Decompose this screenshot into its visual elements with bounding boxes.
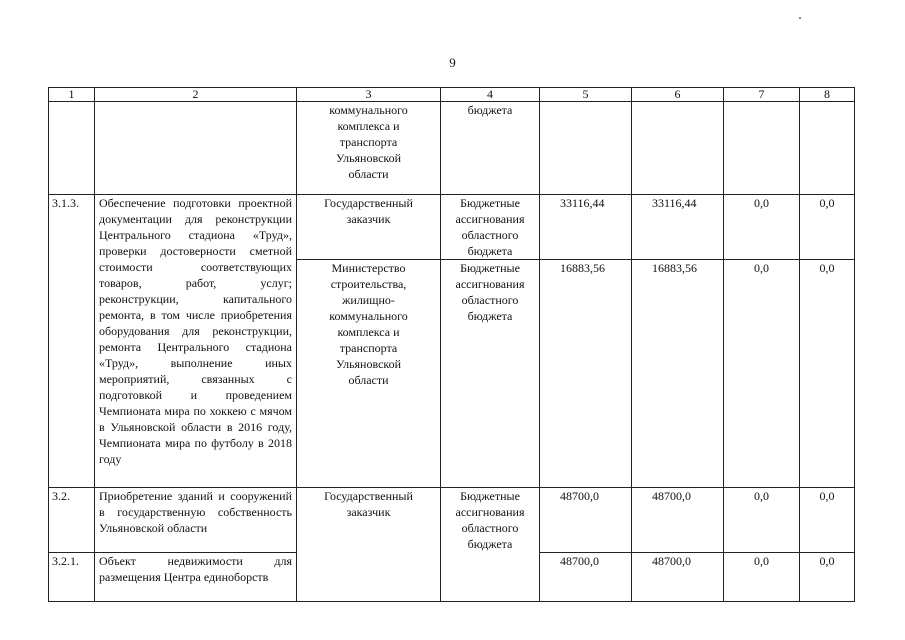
executor-text: Государственный заказчик: [324, 196, 413, 226]
description-text: Объект недвижимости для размещения Центра единоборств: [99, 554, 292, 584]
description-cell: [95, 102, 297, 195]
value-cell: 48700,0: [632, 488, 724, 553]
description-text: Обеспечение подготовки проектной документации для реконструкции Центрального стадиона «Труд», проверки достоверности сметной стоимости соответствующих товаров, работ, услуг; реконструкции, капитального ремонта, в том числе приобретения оборудования для реконструкции, ремонта Центрального стадиона «Труд», выполнение иных мероприятий, связанных с подготовкой и проведением Чемпионата мира по хоккею с мячом в Ульяновской области в 2016 году, Чемпионата мира по футболу в 2018 году: [99, 196, 292, 466]
value-cell: 0,0: [724, 195, 800, 260]
value-cell: 0,0: [800, 260, 855, 488]
value-cell: [632, 102, 724, 195]
table-row: [49, 488, 855, 553]
source-text: Бюджетные ассигнования областного бюджета: [455, 489, 525, 551]
column-header: 3: [297, 88, 441, 102]
budget-table: [48, 87, 855, 602]
executor-text: коммунального комплекса и транспорта Ульяновской области: [329, 103, 408, 181]
description-cell: [95, 488, 297, 553]
source-cell: [441, 260, 540, 488]
row-number-cell: [49, 102, 95, 195]
page-number: 9: [449, 55, 456, 70]
value-cell: 0,0: [800, 195, 855, 260]
value-cell: 16883,56: [632, 260, 724, 488]
value-cell: [540, 102, 632, 195]
value-cell: [800, 102, 855, 195]
value-cell: 0,0: [724, 260, 800, 488]
executor-cell: [297, 102, 441, 195]
column-header: 4: [441, 88, 540, 102]
value-cell: 0,0: [724, 553, 800, 602]
executor-cell: [297, 260, 441, 488]
table-row: [49, 102, 855, 195]
description-cell: [95, 195, 297, 488]
column-header: 5: [540, 88, 632, 102]
row-number-cell: 3.2.: [49, 488, 95, 553]
source-cell: [441, 488, 540, 602]
row-number-cell: 3.2.1.: [49, 553, 95, 602]
value-cell: 16883,56: [540, 260, 632, 488]
source-text: бюджета: [467, 103, 513, 117]
value-cell: 33116,44: [632, 195, 724, 260]
description-text: Приобретение зданий и сооружений в государственную собственность Ульяновской области: [99, 489, 292, 535]
executor-cell: [297, 195, 441, 260]
source-text: Бюджетные ассигнования областного бюджета: [455, 261, 525, 323]
executor-text: Министерство строительства, жилищно- коммунального комплекса и транспорта Ульяновской области: [329, 261, 408, 387]
value-cell: 0,0: [724, 488, 800, 553]
value-cell: 33116,44: [540, 195, 632, 260]
description-cell: [95, 553, 297, 602]
value-cell: [724, 102, 800, 195]
scan-speck: [799, 17, 801, 19]
value-cell: 48700,0: [632, 553, 724, 602]
executor-text: Государственный заказчик: [324, 489, 413, 519]
table-header-row: [49, 88, 855, 102]
source-cell: [441, 195, 540, 260]
column-header: 8: [800, 88, 855, 102]
column-header: 7: [724, 88, 800, 102]
column-header: 1: [49, 88, 95, 102]
value-cell: 48700,0: [540, 553, 632, 602]
column-header: 2: [95, 88, 297, 102]
value-cell: 0,0: [800, 553, 855, 602]
column-header: 6: [632, 88, 724, 102]
source-text: Бюджетные ассигнования областного бюджета: [455, 196, 525, 258]
source-cell: [441, 102, 540, 195]
table-row: [49, 195, 855, 260]
value-cell: 0,0: [800, 488, 855, 553]
value-cell: 48700,0: [540, 488, 632, 553]
row-number-cell: 3.1.3.: [49, 195, 95, 488]
executor-cell: [297, 488, 441, 602]
